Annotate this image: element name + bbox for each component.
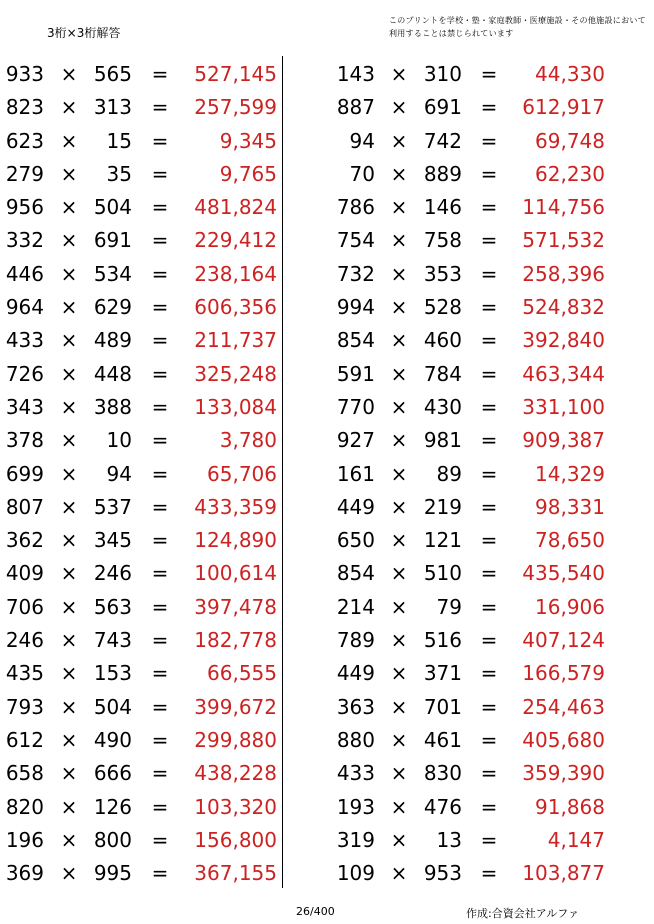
operand-a: 362 [5,528,44,553]
multiply-sign: × [390,861,408,886]
operand-a: 612 [5,727,44,752]
operand-b: 830 [423,761,462,786]
multiply-sign: × [60,428,78,453]
multiply-sign: × [390,328,408,353]
equals-sign: = [480,394,498,419]
equals-sign: = [151,827,169,852]
multiply-sign: × [60,661,78,686]
answer-value: 325,248 [194,361,277,386]
multiply-sign: × [60,528,78,553]
operand-b: 121 [423,528,462,553]
operand-b: 691 [423,95,462,120]
operand-b: 430 [423,394,462,419]
equals-sign: = [151,161,169,186]
multiply-sign: × [60,195,78,220]
multiply-sign: × [390,228,408,253]
operand-a: 94 [349,128,375,153]
answer-value: 527,145 [194,62,277,86]
multiply-sign: × [390,261,408,286]
multiply-sign: × [60,228,78,253]
operand-b: 981 [423,428,462,453]
equals-sign: = [480,62,498,86]
multiply-sign: × [390,628,408,653]
equals-sign: = [480,727,498,752]
answer-value: 606,356 [194,295,277,320]
answer-value: 405,680 [522,727,605,752]
operand-b: 461 [423,727,462,752]
answer-value: 182,778 [194,628,277,653]
answer-value: 166,579 [522,661,605,686]
equals-sign: = [151,661,169,686]
operand-a: 369 [5,861,44,886]
equals-sign: = [480,594,498,619]
operand-b: 489 [93,328,132,353]
equals-sign: = [480,494,498,519]
answer-value: 3,780 [219,428,277,453]
operand-a: 956 [5,195,44,220]
equals-sign: = [151,261,169,286]
multiply-sign: × [390,295,408,320]
answer-value: 481,824 [194,195,277,220]
operand-b: 448 [93,361,132,386]
multiply-sign: × [390,195,408,220]
answer-value: 258,396 [522,261,605,286]
answer-value: 103,877 [522,861,605,886]
equals-sign: = [480,228,498,253]
answer-value: 114,756 [522,195,605,220]
operand-a: 193 [336,794,375,819]
operand-a: 433 [336,761,375,786]
operand-a: 70 [349,161,375,186]
equals-sign: = [151,727,169,752]
operand-b: 146 [423,195,462,220]
operand-a: 214 [336,594,375,619]
equals-sign: = [480,161,498,186]
answer-value: 399,672 [194,694,277,719]
operand-b: 528 [423,295,462,320]
multiply-sign: × [60,95,78,120]
multiply-sign: × [60,494,78,519]
equals-sign: = [151,528,169,553]
operand-a: 319 [336,827,375,852]
usage-notice: このプリントを学校・塾・家庭教師・医療施設・その他施設において利用することは禁じられています [389,16,646,38]
operand-a: 927 [336,428,375,453]
operand-a: 823 [5,95,44,120]
answer-value: 211,737 [194,328,277,353]
equals-sign: = [151,761,169,786]
multiply-sign: × [390,428,408,453]
multiply-sign: × [60,561,78,586]
answer-value: 124,890 [194,528,277,553]
operand-a: 343 [5,394,44,419]
multiply-sign: × [60,461,78,486]
multiply-sign: × [60,727,78,752]
equals-sign: = [151,95,169,120]
multiply-sign: × [60,328,78,353]
answer-value: 133,084 [194,394,277,419]
answer-value: 438,228 [194,761,277,786]
operand-b: 534 [93,261,132,286]
operand-a: 854 [336,561,375,586]
operand-a: 786 [336,195,375,220]
answer-value: 433,359 [194,494,277,519]
multiply-sign: × [60,394,78,419]
equals-sign: = [151,428,169,453]
multiply-sign: × [390,827,408,852]
answer-value: 100,614 [194,561,277,586]
answer-value: 238,164 [194,261,277,286]
equals-sign: = [480,95,498,120]
operand-a: 789 [336,628,375,653]
multiply-sign: × [390,361,408,386]
multiply-sign: × [60,62,78,86]
multiply-sign: × [390,62,408,86]
operand-a: 880 [336,727,375,752]
operand-b: 79 [436,594,462,619]
answer-value: 257,599 [194,95,277,120]
operand-a: 591 [336,361,375,386]
operand-a: 994 [336,295,375,320]
equals-sign: = [480,761,498,786]
multiply-sign: × [390,727,408,752]
multiply-sign: × [390,761,408,786]
multiply-sign: × [60,161,78,186]
equals-sign: = [151,361,169,386]
multiply-sign: × [60,361,78,386]
operand-a: 623 [5,128,44,153]
operand-a: 332 [5,228,44,253]
operand-b: 516 [423,628,462,653]
multiply-sign: × [390,794,408,819]
equals-sign: = [480,128,498,153]
operand-b: 889 [423,161,462,186]
column-divider [282,56,283,888]
multiply-sign: × [390,161,408,186]
operand-b: 153 [93,661,132,686]
multiply-sign: × [390,694,408,719]
multiply-sign: × [60,761,78,786]
equals-sign: = [151,195,169,220]
operand-b: 995 [93,861,132,886]
operand-b: 563 [93,594,132,619]
operand-a: 246 [5,628,44,653]
multiply-sign: × [390,95,408,120]
multiply-sign: × [60,827,78,852]
author-credit: 作成:合資会社アルファ [466,907,580,920]
operand-b: 313 [93,95,132,120]
equals-sign: = [480,195,498,220]
operand-b: 510 [423,561,462,586]
answer-value: 14,329 [535,461,605,486]
operand-a: 435 [5,661,44,686]
equals-sign: = [151,794,169,819]
operand-b: 89 [436,461,462,486]
answer-value: 909,387 [522,428,605,453]
answer-value: 254,463 [522,694,605,719]
operand-b: 758 [423,228,462,253]
operand-a: 433 [5,328,44,353]
operand-b: 701 [423,694,462,719]
operand-a: 706 [5,594,44,619]
answer-value: 65,706 [207,461,277,486]
multiply-sign: × [60,794,78,819]
operand-a: 933 [5,62,44,86]
operand-b: 13 [436,827,462,852]
equals-sign: = [480,827,498,852]
equals-sign: = [151,494,169,519]
operand-a: 196 [5,827,44,852]
equals-sign: = [480,861,498,886]
operand-b: 460 [423,328,462,353]
operand-a: 363 [336,694,375,719]
operand-b: 504 [93,195,132,220]
equals-sign: = [480,428,498,453]
operand-a: 887 [336,95,375,120]
answer-value: 331,100 [522,394,605,419]
answer-value: 78,650 [535,528,605,553]
answer-value: 62,230 [535,161,605,186]
multiply-sign: × [60,694,78,719]
operand-b: 94 [106,461,132,486]
operand-a: 378 [5,428,44,453]
operand-a: 770 [336,394,375,419]
operand-b: 691 [93,228,132,253]
equals-sign: = [480,628,498,653]
equals-sign: = [480,461,498,486]
operand-b: 784 [423,361,462,386]
equals-sign: = [480,261,498,286]
multiply-sign: × [60,861,78,886]
operand-b: 126 [93,794,132,819]
operand-a: 446 [5,261,44,286]
answer-value: 571,532 [522,228,605,253]
answer-value: 524,832 [522,295,605,320]
operand-b: 353 [423,261,462,286]
equals-sign: = [151,561,169,586]
equals-sign: = [480,661,498,686]
operand-a: 732 [336,261,375,286]
multiply-sign: × [390,461,408,486]
operand-a: 807 [5,494,44,519]
operand-a: 726 [5,361,44,386]
answer-value: 9,345 [219,128,277,153]
answer-value: 91,868 [535,794,605,819]
answer-value: 98,331 [535,494,605,519]
answer-value: 463,344 [522,361,605,386]
equals-sign: = [151,594,169,619]
equals-sign: = [151,461,169,486]
operand-b: 371 [423,661,462,686]
equals-sign: = [480,361,498,386]
multiply-sign: × [60,594,78,619]
operand-a: 658 [5,761,44,786]
equals-sign: = [151,128,169,153]
answer-value: 229,412 [194,228,277,253]
multiply-sign: × [390,128,408,153]
equals-sign: = [480,528,498,553]
answer-value: 156,800 [194,827,277,852]
operand-a: 279 [5,161,44,186]
operand-b: 476 [423,794,462,819]
operand-b: 35 [106,161,132,186]
answer-value: 367,155 [194,861,277,886]
equals-sign: = [151,228,169,253]
equals-sign: = [480,328,498,353]
answer-value: 9,765 [219,161,277,186]
equals-sign: = [151,295,169,320]
multiply-sign: × [390,594,408,619]
operand-b: 742 [423,128,462,153]
operand-a: 143 [336,62,375,86]
multiply-sign: × [390,561,408,586]
operand-b: 246 [93,561,132,586]
equals-sign: = [480,694,498,719]
multiply-sign: × [390,394,408,419]
operand-b: 537 [93,494,132,519]
equals-sign: = [151,694,169,719]
operand-b: 953 [423,861,462,886]
operand-a: 820 [5,794,44,819]
answer-value: 407,124 [522,628,605,653]
answer-value: 435,540 [522,561,605,586]
operand-a: 793 [5,694,44,719]
equals-sign: = [480,561,498,586]
multiply-sign: × [60,128,78,153]
page-number: 26/400 [296,905,335,918]
operand-b: 310 [423,62,462,86]
operand-b: 219 [423,494,462,519]
answer-value: 69,748 [535,128,605,153]
equals-sign: = [151,328,169,353]
answer-value: 392,840 [522,328,605,353]
equals-sign: = [151,861,169,886]
equals-sign: = [151,394,169,419]
operand-b: 800 [93,827,132,852]
answer-value: 612,917 [522,95,605,120]
operand-a: 161 [336,461,375,486]
answer-value: 359,390 [522,761,605,786]
multiply-sign: × [390,494,408,519]
operand-b: 666 [93,761,132,786]
operand-b: 345 [93,528,132,553]
answer-value: 44,330 [535,62,605,86]
multiply-sign: × [60,295,78,320]
operand-a: 854 [336,328,375,353]
operand-a: 964 [5,295,44,320]
multiply-sign: × [60,628,78,653]
operand-a: 650 [336,528,375,553]
equals-sign: = [151,62,169,86]
equals-sign: = [151,628,169,653]
operand-a: 699 [5,461,44,486]
answer-value: 66,555 [207,661,277,686]
operand-a: 449 [336,661,375,686]
answer-value: 397,478 [194,594,277,619]
operand-b: 388 [93,394,132,419]
operand-b: 15 [106,128,132,153]
answer-value: 103,320 [194,794,277,819]
operand-a: 109 [336,861,375,886]
multiply-sign: × [390,661,408,686]
answer-value: 16,906 [535,594,605,619]
operand-b: 10 [106,428,132,453]
operand-a: 754 [336,228,375,253]
operand-b: 629 [93,295,132,320]
operand-a: 449 [336,494,375,519]
operand-a: 409 [5,561,44,586]
equals-sign: = [480,295,498,320]
operand-b: 504 [93,694,132,719]
worksheet-title: 3桁×3桁解答 [47,26,121,40]
multiply-sign: × [390,528,408,553]
operand-b: 743 [93,628,132,653]
equals-sign: = [480,794,498,819]
multiply-sign: × [60,261,78,286]
answer-value: 4,147 [547,827,605,852]
operand-b: 565 [93,62,132,86]
operand-b: 490 [93,727,132,752]
answer-value: 299,880 [194,727,277,752]
